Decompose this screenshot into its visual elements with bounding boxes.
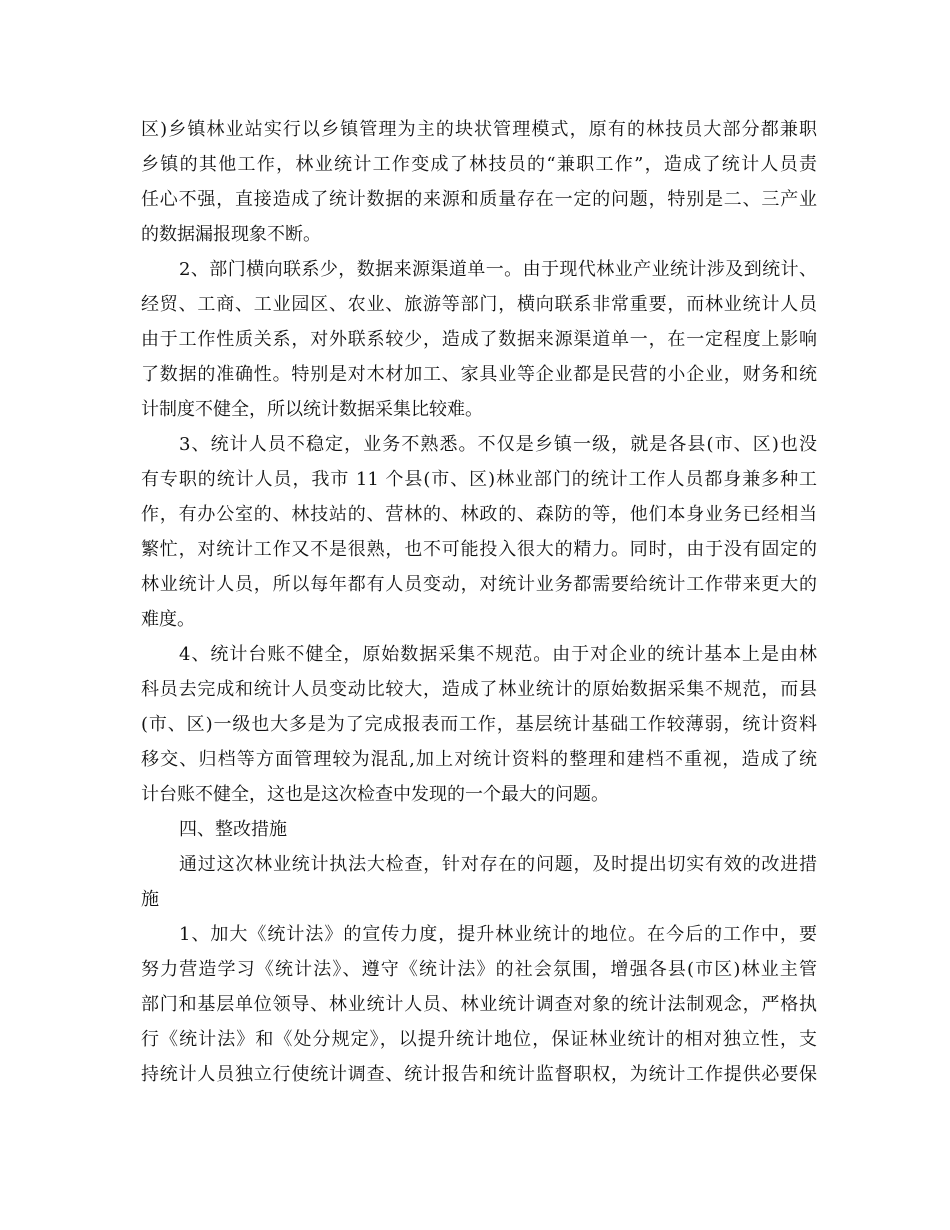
text-line: 1、加大《统计法》的宣传力度，提升林业统计的地位。在今后的工作中，要 [179,924,817,945]
text-line: 4、统计台账不健全，原始数据采集不规范。由于对企业的统计基本上是由林 [179,644,817,665]
text-line: 四、整改措施 [179,819,287,840]
text-line: 有专职的统计人员，我市 11 个县(市、区)林业部门的统计工作人员都身兼多种工 [141,469,817,490]
text-line: 持统计人员独立行使统计调查、统计报告和统计监督职权，为统计工作提供必要保 [141,1064,817,1085]
text-line: 施 [141,889,159,910]
text-line: 由于工作性质关系，对外联系较少，造成了数据来源渠道单一，在一定程度上影响 [141,329,817,350]
text-line: 努力营造学习《统计法》、遵守《统计法》的社会氛围，增强各县(市区)林业主管 [141,959,817,980]
text-line: 作，有办公室的、林技站的、营林的、林政的、森防的等，他们本身业务已经相当 [141,504,817,525]
text-line: 行《统计法》和《处分规定》，以提升统计地位，保证林业统计的相对独立性，支 [141,1029,817,1050]
text-line: 的数据漏报现象不断。 [141,224,321,245]
text-line: 区)乡镇林业站实行以乡镇管理为主的块状管理模式，原有的林技员大部分都兼职 [141,119,817,140]
text-line: 通过这次林业统计执法大检查，针对存在的问题，及时提出切实有效的改进措 [179,854,817,875]
text-line: 林业统计人员，所以每年都有人员变动，对统计业务都需要给统计工作带来更大的 [141,574,817,595]
text-line: 任心不强，直接造成了统计数据的来源和质量存在一定的问题，特别是二、三产业 [141,189,817,210]
text-line: 3、统计人员不稳定，业务不熟悉。不仅是乡镇一级，就是各县(市、区)也没 [179,434,817,455]
text-line: 移交、归档等方面管理较为混乱,加上对统计资料的整理和建档不重视，造成了统 [141,749,817,770]
text-line: 计台账不健全，这也是这次检查中发现的一个最大的问题。 [141,784,609,805]
text-line: 计制度不健全，所以统计数据采集比较难。 [141,399,483,420]
text-line: (市、区)一级也大多是为了完成报表而工作，基层统计基础工作较薄弱，统计资料 [141,714,817,735]
text-line: 经贸、工商、工业园区、农业、旅游等部门，横向联系非常重要，而林业统计人员 [141,294,817,315]
text-line: 繁忙，对统计工作又不是很熟，也不可能投入很大的精力。同时，由于没有固定的 [141,539,817,560]
document-body [141,112,817,1092]
text-line: 部门和基层单位领导、林业统计人员、林业统计调查对象的统计法制观念，严格执 [141,994,817,1015]
text-line: 2、部门横向联系少，数据来源渠道单一。由于现代林业产业统计涉及到统计、 [179,259,817,280]
text-line: 科员去完成和统计人员变动比较大，造成了林业统计的原始数据采集不规范，而县 [141,679,817,700]
text-line: 乡镇的其他工作，林业统计工作变成了林技员的“兼职工作”，造成了统计人员责 [141,154,817,175]
text-line: 难度。 [141,609,195,630]
text-line: 了数据的准确性。特别是对木材加工、家具业等企业都是民营的小企业，财务和统 [141,364,817,385]
